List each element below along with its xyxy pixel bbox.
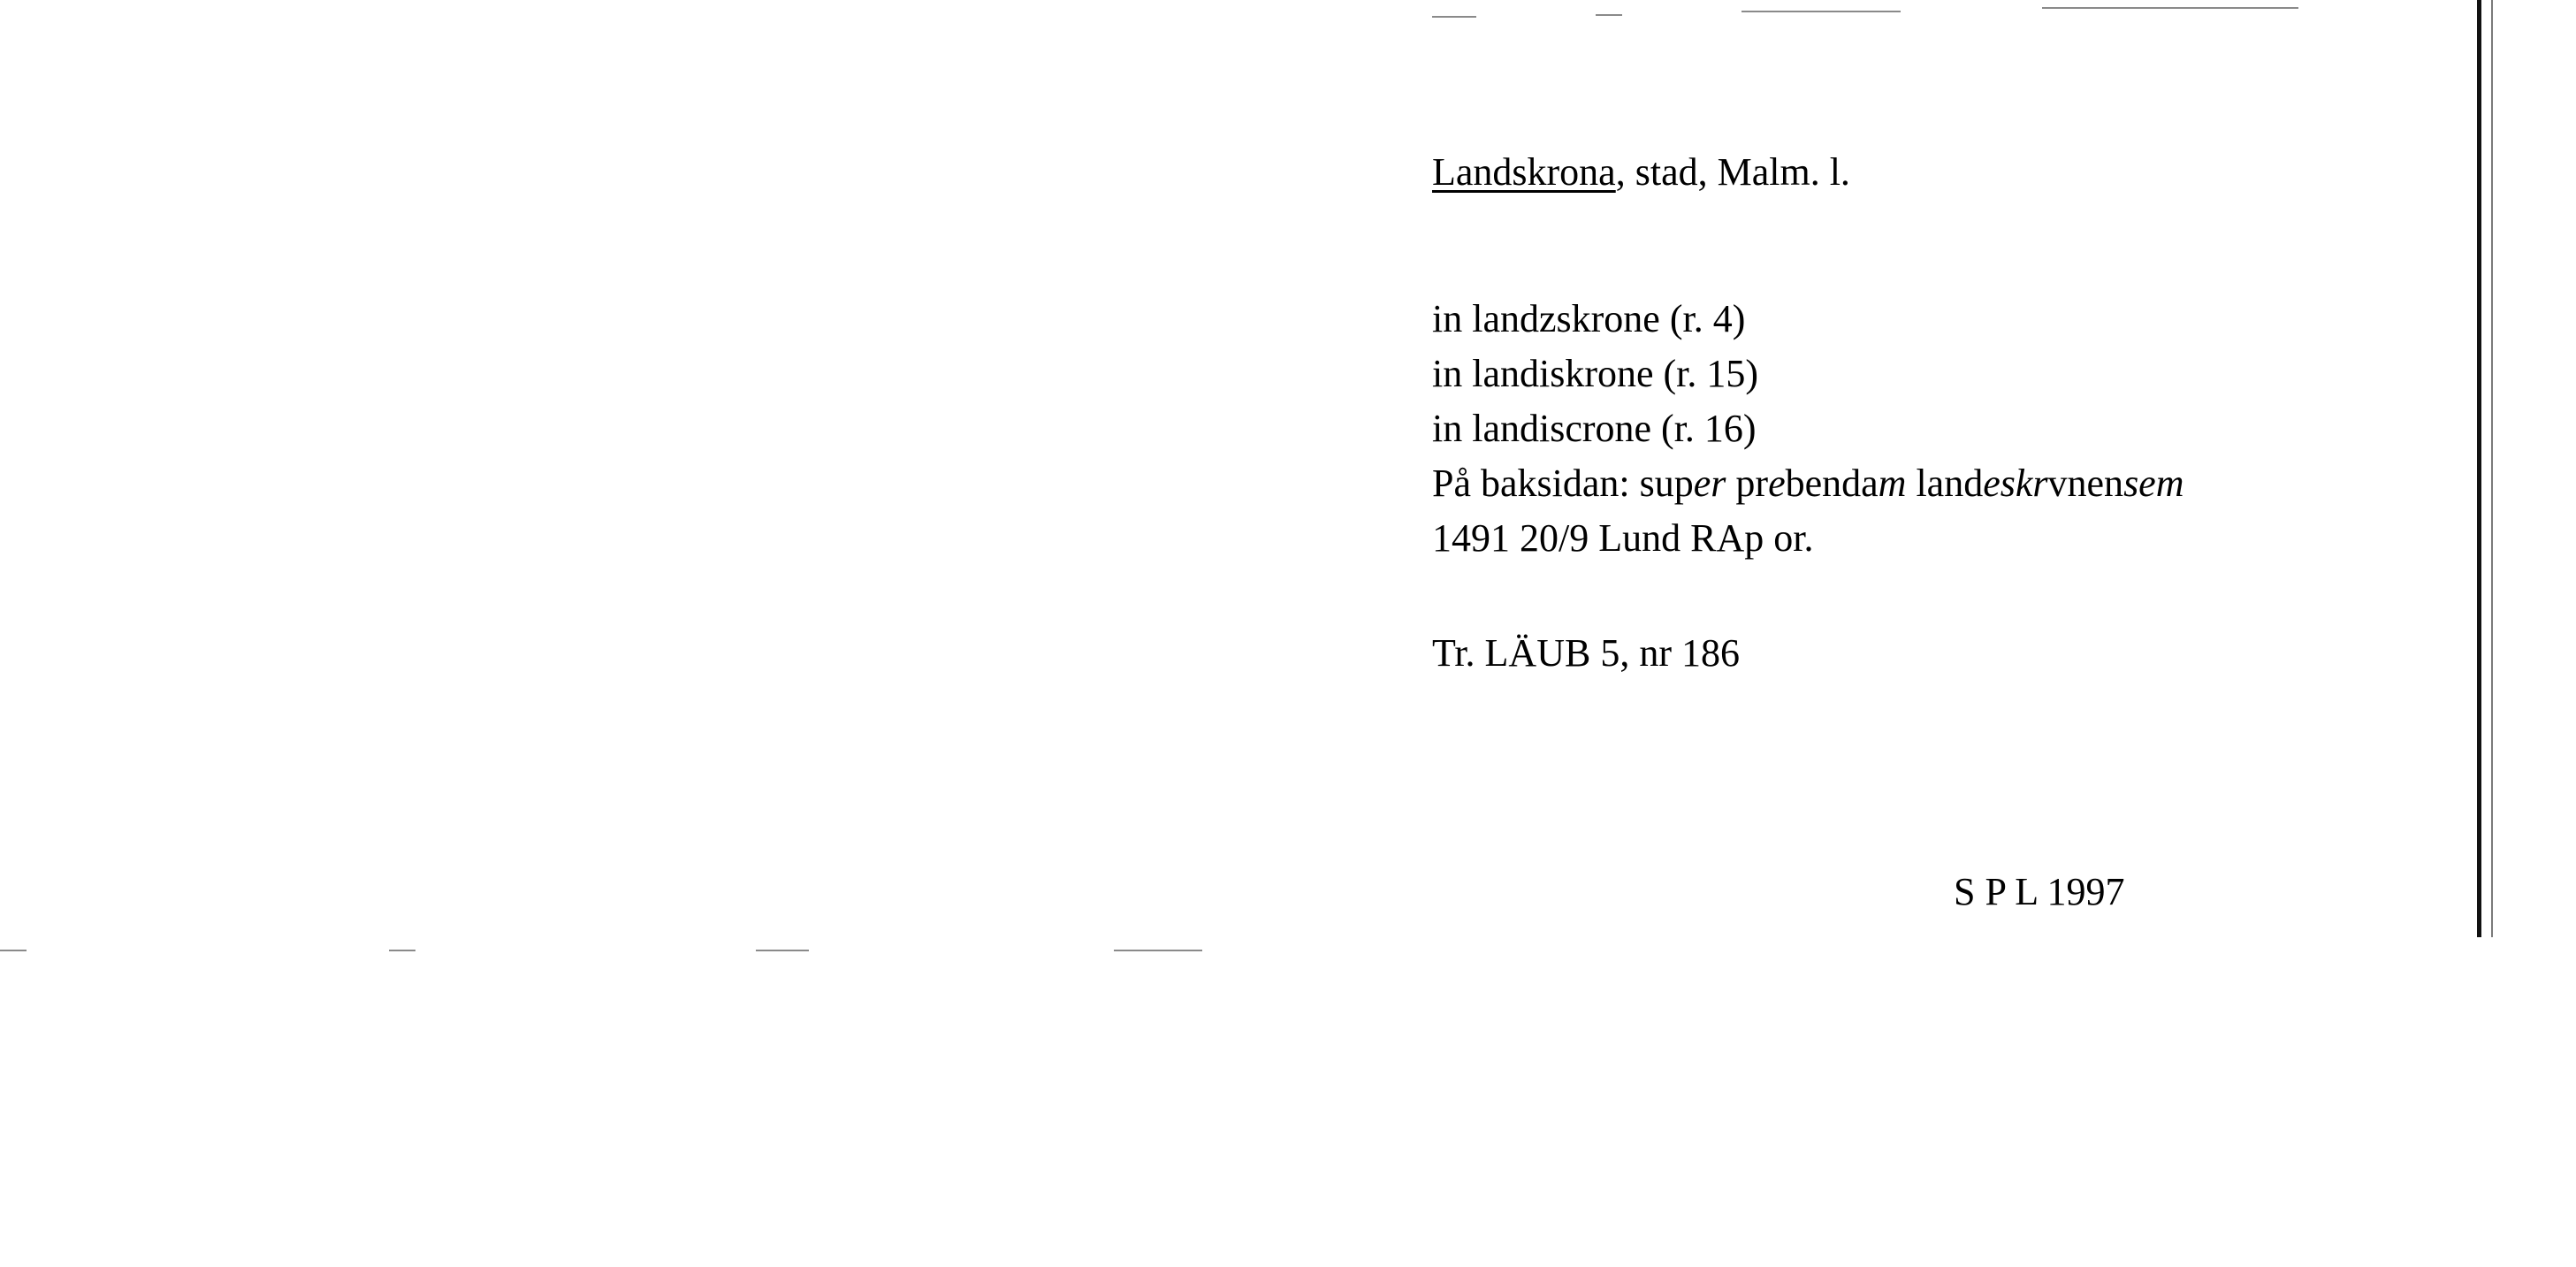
scan-mark-bottom [389, 950, 415, 951]
edition-reference: Tr. LÄUB 5, nr 186 [1432, 631, 1740, 675]
page-edge-shadow [2477, 0, 2481, 937]
backside-expansion: e [1768, 462, 1786, 505]
place-description: , stad, Malm. l. [1615, 150, 1850, 194]
page-edge-line [2491, 0, 2493, 937]
backside-expansion: er [1693, 462, 1726, 505]
scan-mark-top [2042, 7, 2298, 9]
signature: S P L 1997 [1954, 870, 2125, 913]
scan-mark-top [1741, 11, 1901, 12]
scan-mark-top [1432, 16, 1476, 18]
scan-mark-top [1596, 14, 1622, 16]
backside-expansion: sem [2123, 462, 2184, 505]
form-line: in landzskrone (r. 4) [1432, 297, 1746, 340]
scan-mark-bottom [0, 950, 27, 951]
form-line: in landiscrone (r. 16) [1432, 407, 1757, 450]
form-line: in landiskrone (r. 15) [1432, 352, 1759, 395]
backside-text: vnen [2047, 462, 2124, 505]
backside-line [1432, 456, 2184, 511]
attested-forms [1432, 292, 2184, 566]
place-name: Landskrona [1432, 150, 1616, 194]
entry-heading [1432, 145, 1850, 200]
scan-mark-bottom [756, 950, 809, 951]
backside-expansion: eskr [1983, 462, 2048, 505]
backside-text: pr [1726, 462, 1769, 505]
backside-text: land [1906, 462, 1984, 505]
backside-expansion: m [1878, 462, 1907, 505]
date-line: 1491 20/9 Lund RAp or. [1432, 516, 1814, 560]
backside-text: På baksidan: sup [1432, 462, 1694, 505]
backside-text: benda [1785, 462, 1879, 505]
scan-mark-bottom [1114, 950, 1202, 951]
